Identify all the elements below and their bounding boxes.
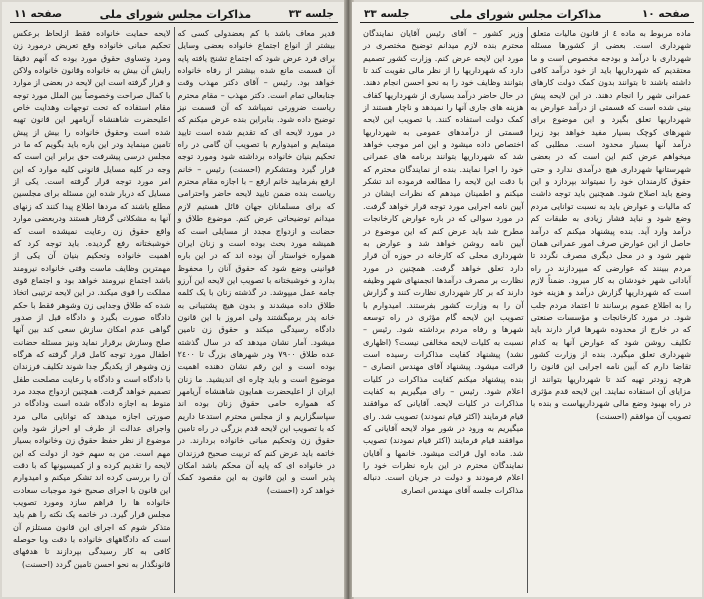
right-page-title: مذاکرات مجلس شورای ملی bbox=[449, 7, 602, 21]
right-page bbox=[352, 2, 702, 597]
left-inner-text: قدیر معاف باشد با کم بعضدولی کسی که بیشتر از انواع اجتماع خانواده بعضی وسایل برای فرد عرض شود که اجتماع تشنج یافته پایه آن قسمت مانع شده بیشتر از رفاه خانواده خواهد بود. رئیس – آقای دکتر مهذب وقت جنابعالی تمام است. دکتر مهذب – مقام محترم ریاست ضرورتی نمیباشد که آن قسمت نیز توضیح داده شود. بنابراین بنده عرض میکنم که در مورد لایحه ای که تقدیم شده است تایید مینمایم و امیدوارم با تصویب آن گامی در راه تحکیم بنیان خانواده برداشته شود ومورد توجه قرار گیرد ومتشکرم (احسنت) رئیس – خانم ارفع بفرمایید خانم ارفع – با اجازه مقام محترم ریاست بنده ضمن تایید لایحه حاضر واحترامی که برای مسلمانان جهان قائل هستیم لازم میدانم توضیحاتی عرض کنم. موضوع طلاق و حضانت و ازدواج مجدد از مسایلی است که همیشه مورد بحث بوده است و زنان ایران همواره خواستار آن بوده اند که در این باره قوانینی وضع شود که حقوق آنان را محفوظ بدارد و خوشبختانه با تصویب این لایحه این آرزو جامه عمل میپوشد. در گذشته زنان با یک کلمه طلاق داده میشدند و بدون هیچ پشتیبانی به خانه پدر برمیگشتند ولی امروز با این قانون دادگاه رسیدگی میکند و حقوق زن تامین میشود. آمار نشان میدهد که در سال گذشته عده طلاق ٧٩٠٠ ودر شهرهای بزرگ تا ٢٤٠٠ بوده است و این رقم نشان دهنده اهمیت موضوع است و باید چاره ای اندیشید. ما زنان ایران از اعلیحضرت همایون شاهنشاه آریامهر که همواره حامی حقوق زنان بوده اند سپاسگزاریم و از مجلس محترم استدعا داریم که با تصویب این لایحه قدم بزرگی در راه تامین حقوق زن وتحکیم مبانی خانواده بردارند. در خاتمه باید عرض کنم که تربیت صحیح فرزندان در خانواده ای که پایه آن محکم باشد امکان پذیر است و این قانون به این مقصود کمک خواهد کرد (احسنت) bbox=[177, 28, 335, 495]
right-page-number: صفحه ١٠ bbox=[641, 8, 690, 20]
right-page-outer-column bbox=[528, 27, 695, 593]
left-page-columns bbox=[10, 27, 338, 593]
right-page-columns bbox=[360, 27, 694, 593]
left-page-header bbox=[10, 6, 338, 23]
left-page-title: مذاکرات مجلس شورای ملی bbox=[99, 7, 252, 21]
right-page-session: جلسه ٣٣ bbox=[364, 8, 410, 20]
left-page-session: جلسه ٣٣ bbox=[288, 8, 334, 20]
left-page bbox=[2, 2, 346, 597]
left-page-outer-column bbox=[10, 27, 174, 593]
right-outer-text: ماده مربوط به ماده ٤ از قانون مالیات متعلق شهرداری است. بعضی از کشورها مسئله شهرداری با درآمد و بودجه مخصوص است و ما معتقدیم که شهرداریها باید از خود درآمد کافی داشته باشند تا بتوانند بدون کمک دولت کارهای عمرانی شهر را انجام دهند. در این لایحه پیش بینی شده است که قسمتی از درآمد عوارض به شهرداریها تعلق بگیرد و این موضوع برای شهرهای کوچک بسیار مفید خواهد بود زیرا درآمد آنها بسیار محدود است. مطلبی که میخواهم عرض کنم این است که در بعضی شهرستانها شهرداری هیچ درآمدی ندارد و حتی حقوق کارمندان خود را نمیتواند بپردازد و این وضع باید اصلاح شود. همچنین باید توجه داشت که مالیات و عوارض باید به نسبت توانایی مردم وضع شود و نباید فشار زیادی به طبقات کم درآمد وارد آید. بنده پیشنهاد میکنم که درآمد حاصل از این عوارض صرف امور عمرانی همان شهر شود و در محل دیگری مصرف نگردد تا مردم ببینند که عوارضی که میپردازند در راه آبادانی شهر خودشان به کار میرود. ضمناً لازم است که شهرداریها گزارش درآمد و هزینه خود را به اطلاع عموم برسانند تا اعتماد مردم جلب شود. در مورد کارخانجات و مؤسسات صنعتی که در خارج از محدوده شهرها قرار دارند باید تکلیف روشن شود که عوارض آنها به کدام شهرداری تعلق میگیرد. بنده از وزارت کشور تقاضا دارم که آیین نامه اجرایی این قانون را هرچه زودتر تهیه کند تا شهرداریها بتوانند از مزایای آن استفاده نمایند. این لایحه قدم مؤثری در راه بهبود وضع مالی شهرداریهاست و بنده با تصویب آن موافقم (احسنت) bbox=[530, 28, 691, 421]
column-divider bbox=[174, 27, 175, 593]
right-page-inner-column bbox=[360, 27, 527, 593]
left-outer-text: لایحه حمایت خانواده فقط ازلحاظ برعکس تحکیم مبانی خانواده وقع تعریض درمورد زن ومرد وتساوی حقوق مورد بوده که آنهم دقیقا رایش آن بیش به خانواده وقانون خانواده ولاکن و قرار گرفته است این لایحه در بعضی از موارد با کمال صراحت وخصوصاً بین الملل مورد توجه مقام استفاده که تحت توجهات وهدایت خاص اعلیحضرت شاهنشاه آریامهر این قانون تهیه شده است وحقوق خانواده را بیش از پیش تامین مینماید ودر این باره باید بگویم که ما در مجلس درسی پیشرفت حق برابر این است که وجه در کلیه مسایل قانونی کلیه موارد که این امر مورد توجه قرار گرفته است. یکی از مسایل که دربار شده این مسئله برای مجلسین مطلع باشند که مردها اطلاع پیدا کنند که زنهای آنها به مشکلاتی گرفتار هستند ودربعضی موارد واقع حقوق زن رعایت نمیشده است که خوشبختانه رفع گردیده. باید توجه کرد که اهمیت خانواده وتحکیم بنیان آن یکی از مهمترین وظایف ماست وقتی خانواده نیرومند باشد اجتماع نیرومند خواهد بود و اجتماع قوی مملکت را قوی میکند. در این لایحه ترتیبی اتخاذ شده که طلاق وجدایی زن وشوهر فقط با حکم دادگاه صورت بگیرد و دادگاه قبل از صدور گواهی عدم امکان سازش سعی کند بین آنها صلح وسازش برقرار نماید ونیز مسئله حضانت اطفال مورد توجه کامل قرار گرفته که هرگاه زن وشوهر از یکدیگر جدا شوند تکلیف فرزندان با دادگاه است و دادگاه با رعایت مصلحت طفل تصمیم خواهد گرفت. همچنین ازدواج مجدد مرد منوط به اجازه دادگاه شده است ودادگاه در صورتی اجازه میدهد که توانایی مالی مرد واجرای عدالت از طرف او احراز شود واین موضوع از نظر حفظ حقوق زن وخانواده بسیار مهم است. من به سهم خود از دولت که این لایحه را تقدیم کرده و از کمیسیونها که با دقت آن را بررسی کرده اند تشکر میکنم و امیدوارم این قانون با اجرای صحیح خود موجبات سعادت خانواده ها را فراهم سازد ومورد تصویب مجلس قرار گیرد. در خاتمه یک نکته را هم باید متذکر شوم که اجرای این قانون مستلزم آن است که دادگاههای خانواده با دقت وبا حوصله کافی به کار رسیدگی بپردازند تا هدفهای قانونگذار به نحو احسن تامین گردد (احسنت) bbox=[13, 28, 171, 569]
column-divider bbox=[527, 27, 528, 593]
left-page-number: صفحه ١١ bbox=[14, 8, 63, 20]
right-inner-text: وزیر کشور – آقای رئیس آقایان نمایندگان محترم بنده لازم میدانم توضیح مختصری در مورد این لایحه عرض کنم. وزارت کشور تصمیم دارد که شهرداریها را از نظر مالی تقویت کند تا بتوانند وظایف خود را به نحو احسن انجام دهند. در حال حاضر درآمد بسیاری از شهرداریها کفاف هزینه های جاری آنها را نمیدهد و ناچار هستند از کمک دولت استفاده کنند. با تصویب این لایحه قسمتی از درآمدهای عمومی به شهرداریها اختصاص داده میشود و این امر موجب خواهد شد که شهرداریها بتوانند برنامه های عمرانی خود را اجرا نمایند. بنده از نمایندگان محترم که با دقت این لایحه را مطالعه فرموده اند تشکر میکنم و اطمینان میدهم که نظرات ایشان در آیین نامه اجرایی مورد توجه قرار خواهد گرفت. در مورد سوالی که در باره عوارض کارخانجات مطرح شد باید عرض کنم که این موضوع در آیین نامه روشن خواهد شد و عوارض به شهرداری محلی که کارخانه در حوزه آن قرار دارد تعلق خواهد گرفت. همچنین در مورد نظارت بر مصرف درآمدها انجمنهای شهر وظیفه دارند که بر کار شهرداری نظارت کنند و گزارش آن را به وزارت کشور بفرستند. امیدوارم با تصویب این لایحه گام مؤثری در راه توسعه شهرها و رفاه مردم برداشته شود. رئیس – نسبت به کلیات لایحه مخالفی نیست؟ (اظهاری نشد) پیشنهاد کفایت مذاکرات رسیده است قرائت میشود. پیشنهاد آقای مهندس انصاری – بنده پیشنهاد میکنم کفایت مذاکرات در کلیات اعلام شود. رئیس – رای میگیریم به کفایت مذاکرات در کلیات لایحه. آقایانی که موافقند قیام فرمایند (اکثر قیام نمودند) تصویب شد. رای میگیریم به ورود در شور مواد لایحه آقایانی که موافقند قیام فرمایند (اکثر قیام نمودند) تصویب شد. ماده اول قرائت میشود. خانمها و آقایان نمایندگان محترم در این باره نظرات خود را اعلام فرمودند و دولت در جریان است. دنباله مذاکرات جلسه آقای مهندس انصاری bbox=[363, 28, 524, 495]
left-page-inner-column bbox=[175, 27, 339, 593]
right-page-header bbox=[360, 6, 694, 23]
